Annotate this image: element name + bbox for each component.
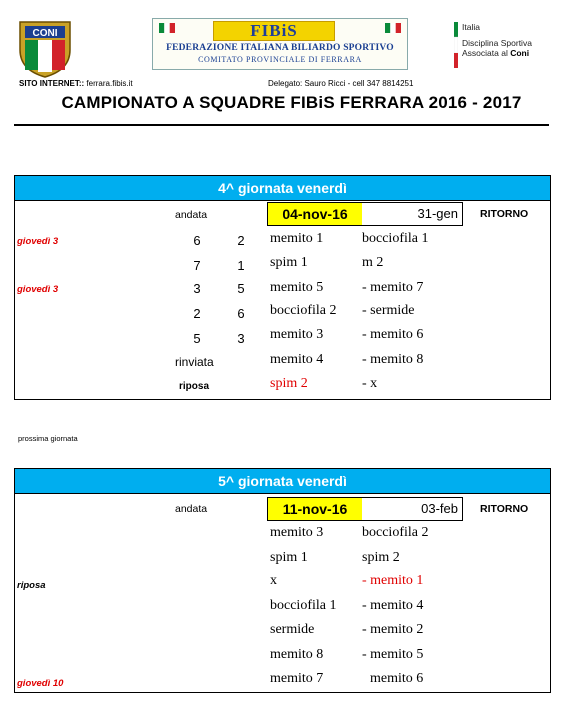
row-note: riposa bbox=[17, 580, 46, 591]
home-team: memito 3 bbox=[270, 525, 324, 540]
italian-flag-icon bbox=[385, 23, 401, 33]
giornata-5-heading: 5^ giornata venerdì bbox=[15, 469, 550, 494]
title-divider bbox=[14, 124, 549, 126]
coni-text: CONI bbox=[32, 28, 58, 39]
score-right: 6 bbox=[237, 306, 245, 321]
score-right: 5 bbox=[237, 281, 245, 296]
italia-label: Italia bbox=[462, 22, 480, 32]
away-team: - memito 5 bbox=[362, 647, 424, 662]
row-note: giovedì 3 bbox=[17, 284, 59, 295]
away-team: - memito 7 bbox=[362, 280, 424, 295]
home-team: memito 5 bbox=[270, 280, 324, 295]
away-team: memito 6 bbox=[370, 671, 424, 686]
score-right: 3 bbox=[237, 331, 245, 346]
date-andata: 11-nov-16 bbox=[268, 498, 362, 520]
away-team: bocciofila 2 bbox=[362, 525, 429, 540]
away-team: - sermide bbox=[362, 303, 415, 318]
score-left: 5 bbox=[193, 331, 201, 346]
home-team: sermide bbox=[270, 622, 315, 637]
away-team: - memito 2 bbox=[362, 622, 424, 637]
score-right: 1 bbox=[237, 258, 245, 273]
andata-label: andata bbox=[175, 503, 208, 515]
coni-logo bbox=[18, 20, 72, 78]
fibis-logo bbox=[152, 18, 408, 70]
score-left: 7 bbox=[193, 258, 201, 273]
riposa-note: riposa bbox=[179, 381, 210, 392]
tricolor-bar-icon bbox=[454, 22, 458, 68]
andata-label: andata bbox=[175, 209, 208, 221]
committee-name: COMITATO PROVINCIALE DI FERRARA bbox=[198, 55, 362, 64]
away-team: - x bbox=[362, 376, 378, 391]
away-team: bocciofila 1 bbox=[362, 231, 429, 246]
away-team: - memito 8 bbox=[362, 352, 424, 367]
away-team: - memito 4 bbox=[362, 598, 424, 613]
fibis-wordmark: FIBiS bbox=[213, 21, 335, 41]
italian-flag-icon bbox=[159, 23, 175, 33]
score-left: 3 bbox=[193, 281, 201, 296]
away-team: m 2 bbox=[362, 255, 384, 270]
associata-label: Associata al bbox=[462, 48, 508, 58]
site-url[interactable]: ferrara.fibis.it bbox=[86, 79, 133, 88]
home-team: memito 1 bbox=[270, 231, 324, 246]
home-team: spim 1 bbox=[270, 255, 308, 270]
federation-name: FEDERAZIONE ITALIANA BILIARDO SPORTIVO bbox=[166, 43, 394, 53]
disciplina-label: Disciplina Sportiva bbox=[462, 38, 532, 48]
row-note: giovedì 3 bbox=[17, 236, 59, 247]
giornata-4-block bbox=[14, 175, 551, 400]
ritorno-label: RITORNO bbox=[480, 503, 529, 515]
delegato-line: Delegato: Sauro Ricci - cell 347 8814251 bbox=[268, 79, 414, 88]
rinviata-note: rinviata bbox=[175, 355, 214, 369]
date-ritorno: 03-feb bbox=[421, 501, 458, 516]
disciplina-sportiva-logo bbox=[454, 22, 554, 68]
site-label: SITO INTERNET:: bbox=[19, 79, 87, 88]
home-team: spim 1 bbox=[270, 550, 308, 565]
home-team: bocciofila 1 bbox=[270, 598, 337, 613]
prossima-giornata-note: prossima giornata bbox=[18, 434, 78, 443]
score-left: 2 bbox=[193, 306, 201, 321]
giornata-5-block bbox=[14, 468, 551, 693]
away-team: - memito 6 bbox=[362, 327, 424, 342]
away-team: - memito 1 bbox=[362, 573, 424, 588]
home-team: spim 2 bbox=[270, 376, 308, 391]
score-left: 6 bbox=[193, 233, 201, 248]
score-right: 2 bbox=[237, 233, 245, 248]
date-andata: 04-nov-16 bbox=[268, 203, 362, 225]
row-note: giovedì 10 bbox=[17, 678, 64, 689]
away-team: spim 2 bbox=[362, 550, 400, 565]
home-team: memito 8 bbox=[270, 647, 324, 662]
coni-label: Coni bbox=[510, 48, 530, 58]
giornata-4-heading: 4^ giornata venerdì bbox=[15, 176, 550, 201]
site-line bbox=[19, 79, 133, 88]
home-team: x bbox=[270, 573, 277, 588]
date-box bbox=[267, 202, 463, 226]
home-team: memito 3 bbox=[270, 327, 324, 342]
home-team: memito 4 bbox=[270, 352, 324, 367]
ritorno-label: RITORNO bbox=[480, 208, 529, 220]
page-title: CAMPIONATO A SQUADRE FIBiS FERRARA 2016 - 2017 bbox=[61, 93, 522, 112]
date-ritorno: 31-gen bbox=[417, 206, 458, 221]
date-box bbox=[267, 497, 463, 521]
home-team: bocciofila 2 bbox=[270, 303, 337, 318]
home-team: memito 7 bbox=[270, 671, 324, 686]
